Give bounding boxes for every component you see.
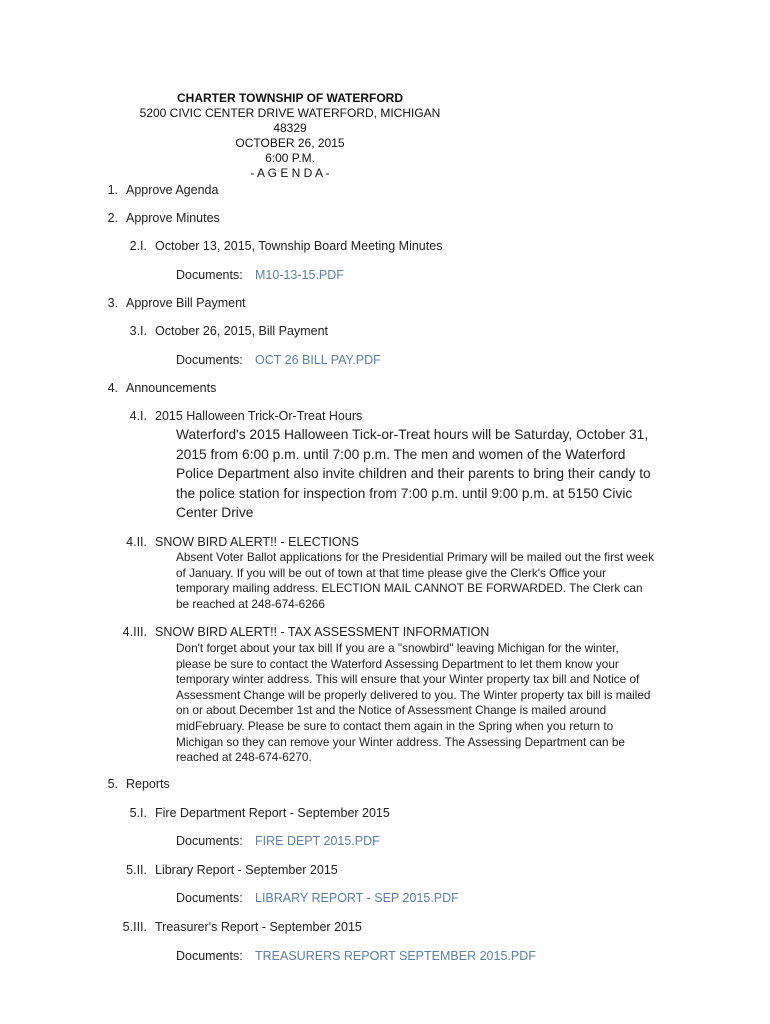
- agenda-item-2: [100, 211, 220, 226]
- document-link-fire-dept[interactable]: FIRE DEPT 2015.PDF: [255, 834, 380, 848]
- item-label: Reports: [126, 777, 170, 791]
- item-number: 4.I.: [129, 409, 147, 423]
- documents-row: [176, 949, 536, 964]
- item-label: Announcements: [126, 381, 217, 395]
- item-number: 5.I.: [129, 806, 147, 820]
- item-label: Library Report - September 2015: [155, 863, 338, 877]
- item-label: SNOW BIRD ALERT!! - TAX ASSESSMENT INFORMATION: [155, 625, 490, 639]
- document-link-library[interactable]: LIBRARY REPORT - SEP 2015.PDF: [255, 891, 459, 905]
- announcement-body-tax: Don't forget about your tax bill If you are a "snowbird" leaving Michigan for the winter, please be sure to contact the Waterford Assessing Department to let them know your temporary winter address. This will ensure that your Winter property tax bill and Notice of Assessment Change will be properly delivered to you. The Winter property tax bill is mailed on or about December 1st and the Notice of Assessment Change is mailed around midFebruary. Please be sure to contact them again in the Spring when you return to Michigan so they can remove your Winter address. The Assessing Department can be reached at 248-674-6270.: [176, 641, 651, 765]
- agenda-item-2-1: [111, 239, 442, 254]
- address-line-2: 48329: [273, 121, 307, 135]
- address-line-1: 5200 CIVIC CENTER DRIVE WATERFORD, MICHIGAN: [139, 106, 441, 120]
- item-number: 3.I.: [129, 324, 147, 338]
- meeting-time: 6:00 P.M.: [265, 151, 315, 165]
- documents-label: Documents:: [176, 834, 243, 848]
- meeting-date: OCTOBER 26, 2015: [235, 136, 345, 150]
- item-number: 3.: [107, 296, 118, 310]
- document-link-treasurer[interactable]: TREASURERS REPORT SEPTEMBER 2015.PDF: [255, 949, 536, 963]
- agenda-item-5: [100, 777, 170, 792]
- documents-label: Documents:: [176, 891, 243, 905]
- documents-label: Documents:: [176, 949, 243, 963]
- item-label: October 13, 2015, Township Board Meeting Minutes: [155, 239, 443, 253]
- item-number: 4.: [107, 381, 118, 395]
- documents-row: [176, 353, 381, 368]
- item-label: 2015 Halloween Trick-Or-Treat Hours: [155, 409, 363, 423]
- agenda-item-3: [100, 296, 246, 311]
- announcement-body-elections: Absent Voter Ballot applications for the Presidential Primary will be mailed out the first week of January. If you will be out of town at that time please give the Clerk's Office your temporary mailing address. ELECTION MAIL CANNOT BE FORWARDED. The Clerk can be reached at 248-674-6266: [176, 550, 655, 611]
- item-number: 2.I.: [129, 239, 147, 253]
- agenda-item-5-2: [111, 863, 338, 878]
- item-label: Treasurer's Report - September 2015: [155, 920, 362, 934]
- agenda-item-5-1: [111, 806, 390, 821]
- agenda-item-4-1: [111, 409, 362, 424]
- item-label: Fire Department Report - September 2015: [155, 806, 390, 820]
- documents-row: [176, 834, 380, 849]
- agenda-heading: - A G E N D A -: [250, 166, 330, 180]
- agenda-header: [100, 91, 480, 181]
- item-number: 1.: [107, 183, 118, 197]
- item-number: 5.: [107, 777, 118, 791]
- item-number: 4.II.: [126, 535, 147, 549]
- announcement-body-halloween: Waterford's 2015 Halloween Tick-or-Treat hours will be Saturday, October 31, 2015 from 6:00 p.m. until 7:00 p.m. The men and women of the Waterford Police Department also invite children and their parents to bring their candy to the police station for inspection from 7:00 p.m. until 9:00 p.m. at 5150 Civic Center Drive: [176, 427, 651, 521]
- agenda-item-4-2: [111, 535, 359, 550]
- item-label: Approve Minutes: [126, 211, 220, 225]
- item-label: SNOW BIRD ALERT!! - ELECTIONS: [155, 535, 359, 549]
- agenda-item-4-3: [111, 625, 489, 640]
- item-label: Approve Agenda: [126, 183, 219, 197]
- agenda-item-5-3: [111, 920, 362, 935]
- item-number: 4.III.: [122, 625, 147, 639]
- agenda-item-1: [100, 183, 218, 198]
- organization-title: CHARTER TOWNSHIP OF WATERFORD: [177, 91, 403, 105]
- agenda-item-3-1: [111, 324, 328, 339]
- documents-row: [176, 891, 459, 906]
- documents-label: Documents:: [176, 268, 243, 282]
- document-link-bill-pay[interactable]: OCT 26 BILL PAY.PDF: [255, 353, 381, 367]
- documents-label: Documents:: [176, 353, 243, 367]
- agenda-item-4: [100, 381, 216, 396]
- item-number: 5.II.: [126, 863, 147, 877]
- documents-row: [176, 268, 344, 283]
- document-link-minutes[interactable]: M10-13-15.PDF: [255, 268, 344, 282]
- item-number: 2.: [107, 211, 118, 225]
- item-label: Approve Bill Payment: [126, 296, 246, 310]
- item-label: October 26, 2015, Bill Payment: [155, 324, 329, 338]
- item-number: 5.III.: [122, 920, 147, 934]
